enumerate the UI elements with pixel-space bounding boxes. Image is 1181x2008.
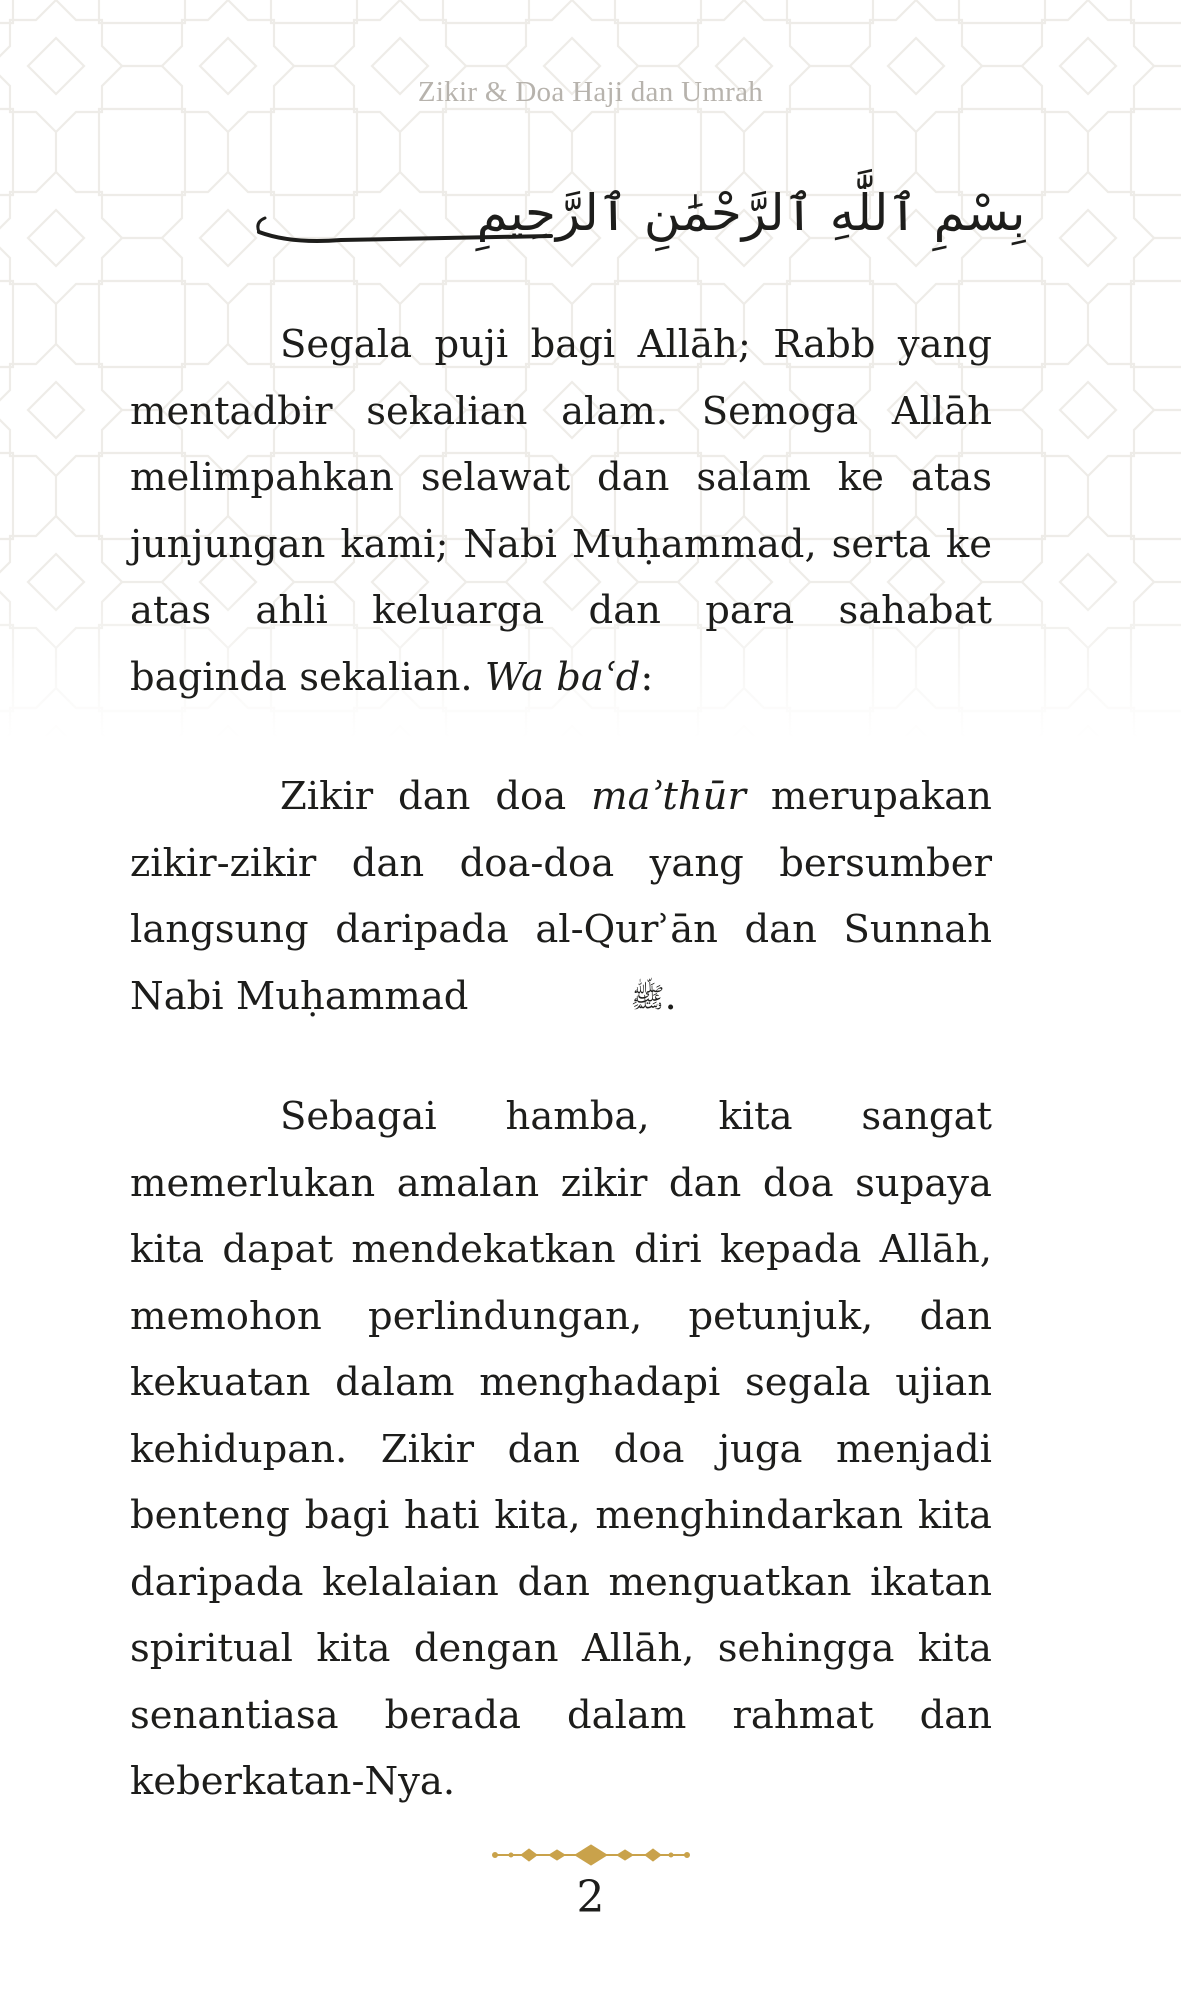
paragraph-intro: [130, 312, 992, 711]
paragraph-zikir-definition: [130, 764, 992, 1031]
diamond-ornament-icon: [491, 1840, 691, 1870]
paragraph-zikir-definition-period: .: [664, 973, 677, 1019]
running-header: Zikir & Doa Haji dan Umrah: [417, 76, 764, 108]
basmalah-text: بِسْمِ ٱللَّٰهِ ٱلرَّحْمَٰنِ ٱلرَّحِيمِ: [476, 184, 1025, 242]
paragraph-zikir-definition-italic: maʾthūr: [591, 774, 746, 819]
basmalah-calligraphy: [0, 160, 1181, 270]
paragraph-zikir-definition-text-end: merupakan zikir-zikir dan doa-doa yang bersumber langsung daripada al-Qurʾān dan Sunnah Nabi Muḥammad: [130, 774, 992, 1019]
gold-divider-ornament: [0, 1840, 1181, 1870]
basmalah-calligraphy-art: [251, 160, 1025, 270]
salawat-honorific: ﷺ: [630, 980, 665, 1014]
main-body-text: [130, 312, 992, 1816]
paragraph-zikir-definition-text-start: Zikir dan doa: [280, 774, 567, 819]
page-number: 2: [576, 1872, 605, 1923]
paragraph-intro-end: :: [640, 654, 654, 700]
paragraph-intro-text: Segala puji bagi Allāh; Rabb yang mentadbir sekalian alam. Semoga Allāh melimpahkan selawat dan salam ke atas junjungan kami; Nabi Muḥammad, serta ke atas ahli keluarga dan para sahabat baginda sekalian.: [130, 322, 992, 700]
paragraph-intro-italic: Wa baʿd: [484, 654, 641, 700]
paragraph-importance: Sebagai hamba, kita sangat memerlukan amalan zikir dan doa supaya kita dapat mendekatkan diri kepada Allāh, memohon perlindungan, petunjuk, dan kekuatan dalam menghadapi segala ujian kehidupan. Zikir dan doa juga menjadi benteng bagi hati kita, menghindarkan kita daripada kelalaian dan menguatkan ikatan spiritual kita dengan Allāh, sehingga kita senantiasa berada dalam rahmat dan keberkatan-Nya.: [130, 1094, 992, 1804]
